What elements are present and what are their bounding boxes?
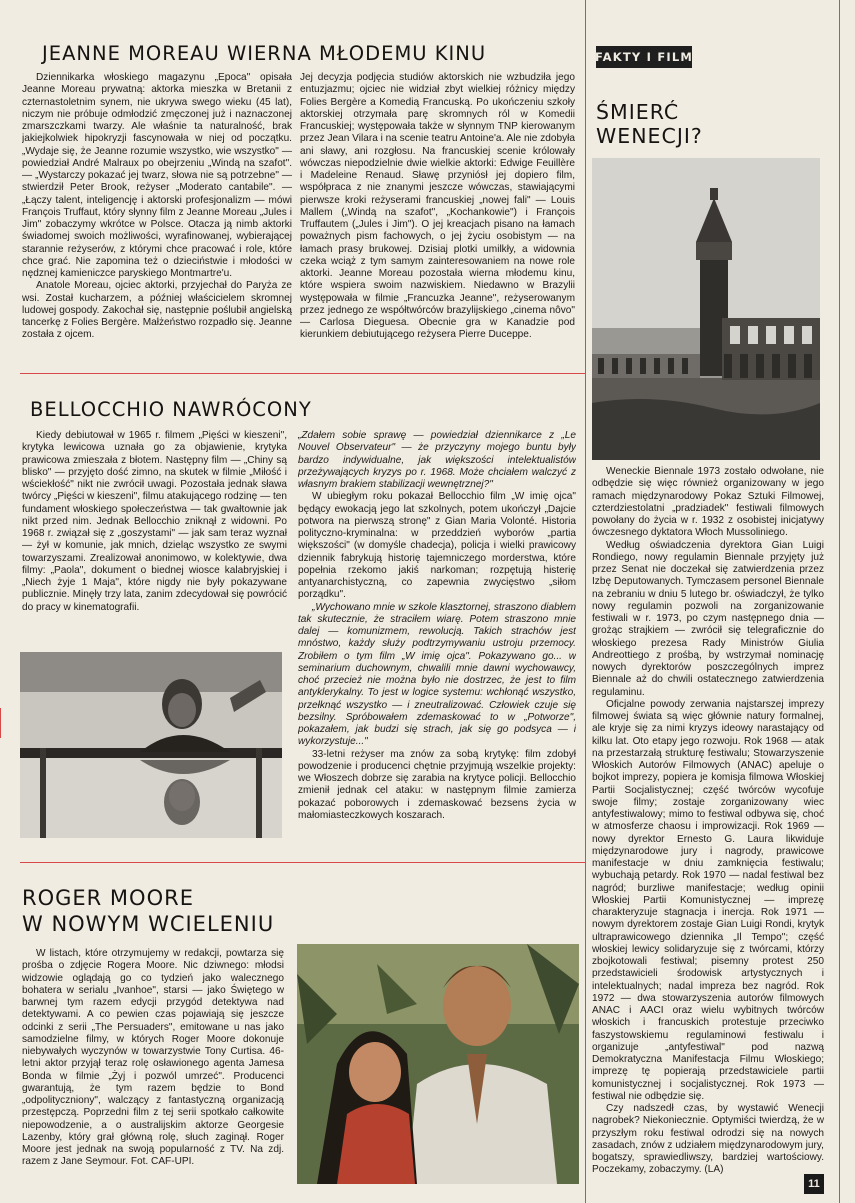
right-column-rule [585,0,586,1203]
bellocchio-paragraph: Kiedy debiutował w 1965 r. filmem „Pięści w kieszeni", krytyka lewicowa uznała go za objawienie, krytyka prawicowa zmieszała z błotem. Następny film — „Chiny są blisko" — przyjęto dość zimno, na skutek w filmie „Miłość i wściekłość" nikt nie zwrócił uwagi. Pozostała jednak sława twórcy „Pięści w kieszeni", filmu atakującego rodzinę — ten fundament włoskiego społeczeństwa — tak gwałtownie jak nikt przed nim. Jednak Bellocchio zniknął z widowni. Po 1968 r. związał się z „goszystami" — jak sam teraz wyznał — żył w komunie, jak mnich, dzieląc wszystko ze swymi towarzyszami. Zrealizował anonimowo, w kolektywie, dwa filmy: „Paola", dokument o biednej wiosce kalabryjskiej i „Niech żyje 1 Maja", które nigdy nie były pokazywane publicznie. Minęły trzy lata, zanim zdecydował się powrócić do pracy w kinematografii. [22,430,287,613]
bellocchio-headline: BELLOCCHIO NAWRÓCONY [30,398,312,421]
bellocchio-column-2 [298,430,576,855]
venice-photo [592,158,820,460]
moreau-headline: JEANNE MOREAU WIERNA MŁODEMU KINU [42,42,487,65]
venice-photo-image [592,158,820,460]
wenecja-paragraph: Czy nadszedł czas, by wystawić Wenecji nagrobek? Niekoniecznie. Optymiści twierdzą, że w przyszłym roku festiwal odrodzi się na nowych zasadach, znów z udziałem międzynarodowym jury, bogatszy, sprawiedliwszy, bardziej wartościowy. Poczekamy, zobaczymy. (LA) [592,1103,824,1176]
moreau-column-1 [22,72,292,364]
moreau-paragraph: Dziennikarka włoskiego magazynu „Epoca" opisała Jeanne Moreau prywatną: aktorka mieszka w Bretanii z czternastoletnim synem, nie ukrywa swego wieku (45 lat), niczym nie próbuje odmłodzić zmęczonej już i naznaczonej zmarszczkami twarzy. Ale właśnie ta naturalność, brak jakiejkolwiek hipokryzji fascynowała w niej od początku. „Wydaje się, że Jeanne rozumie wszystko, wie wszystko" — powiedział André Malraux po obejrzeniu „Windą na szafot". — „Wystarczy pokazać jej twarz, słowa nie są potrzebne" — stwierdził Peter Brook, reżyser „Moderato cantabile". — „Łączy talent, inteligencję i aktorski profesjonalizm — mówi François Truffaut, który słynny film z Jeanne Moreau „Jules i Jim" zobaczymy wkrótce w Polsce. Otacza ją nimb aktorki świadomej swoich możliwości, wyrafinowanej, wybierającej starannie reżyserów, z którymi chce pracować i role, które chce grać. Nie zapomina też o dzieciństwie i młodości w nędznej kamieniczce paryskiego Montmartre'u. [22,72,292,279]
bellocchio-paragraph: W ubiegłym roku pokazał Bellocchio film „W imię ojca" będący ewokacją jego lat szkolnych, potem ukończył „Dajcie potwora na pierwszą stronę" z Gian Maria Volonté. Historia polityczno-kryminalna: w przeddzień wyborów „partia większości" (w domyśle chadecja), policja i wielki prawicowy dziennik fabrykują historię tajemniczego morderstwa, które popełnia rzekomo jakiś narkoman; rozpętują histerię antyanarchistyczną, co zapewnia zwycięstwo „siłom porządku". [298,491,576,601]
wenecja-paragraph: Według oświadczenia dyrektora Gian Luigi Rondiego, nowy regulamin Biennale przyjęty już przez Senat nie doczekał się zatwierdzenia przez Izbę Deputowanych. Tymczasem personel Biennale na zebraniu w dniu 5 lutego br. oświadczył, że tylko nowy regulamin pozwoli na zorganizowanie festiwali w r. 1973, po czym następnego dnia — grożąc strajkiem — zwrócił się telegraficznie do włoskiego prezesa Rady Ministrów Giulia Andreottiego z prośbą, by wstrzymał nominację nowych dyrektorów poszczególnych imprez Biennale aż do chwili ostatecznego zatwierdzenia regulaminu. [592,539,824,698]
bellocchio-photo [20,652,282,838]
bellocchio-photo-image [20,652,282,838]
section-rule-bottom [20,862,585,863]
moore-photo [297,944,579,1184]
bellocchio-column-1 [22,430,287,644]
rubric-badge [596,46,692,68]
moreau-column-2 [300,72,575,364]
moreau-paragraph: Anatole Moreau, ojciec aktorki, przyjechał do Paryża ze wsi. Został kucharzem, a później właścicielem skromnej ludowej gospody. Zakochał się, następnie poślubił angielską tancerkę z Folies Bergère. Małżeństwo rozpadło się. Jeanne została z ojcem. [22,280,292,341]
moore-headline-line-2: W NOWYM WCIELENIU [22,912,275,936]
bellocchio-quote: „Zdałem sobie sprawę — powiedział dziennikarce z „Le Nouvel Observateur" — że przyczyny mojego buntu były bardzo indywidualne, jak większości intelektualistów przeżywających kryzys po r. 1968. Może chciałem walczyć z własnym brakiem stabilizacji wewnętrznej?" [298,430,576,490]
wenecja-headline-line-1: ŚMIERĆ [596,100,680,124]
wenecja-paragraph: Oficjalne powody zerwania najstarszej imprezy filmowej świata są więc głównie natury formalnej, ale kryje się za nimi kryzys ideowy narastający od kilku lat. Oto etapy jego rozwoju. Rok 1968 — atak na przestarzałą strukturę festiwalu; Stowarzyszenie Włoskich Autorów Filmowych (ANAC) apeluje o bojkot imprezy, popiera je komisja filmowa Włoskiej Partii Socjalistycznej; część twórców wycofuje swoje filmy; zostaje zorganizowany wiec antyfestiwalowy; mimo to festiwal odbywa się, choć w atmosferze chaosu i improwizacji. Rok 1969 — nowy dyrektor Ernesto G. Laura likwiduje międzynarodowe jury i nagrody, prawicowe manifestacje w dniu zamknięcia festiwalu; wybuchają petardy. Rok 1970 — nadal festiwal bez nagród; burzliwe manifestacje; według opinii Włoskiej Partii Komunistycznej — imprezę charakteryzuje stagnacja i inercja. Rok 1971 — nowym dyrektorem zostaje Gian Luigi Rondi, krytyk ultraprawicowego dziennika „Il Tempo"; część włoskiej lewicy solidaryzuje się z twórcami, którzy zbojkotowali festiwal; pisemny protest 250 przedstawicieli środowisk artystycznych i intelektualnych; nadal impreza bez nagród. Rok 1972 — dwa stowarzyszenia autorów filmowych ANAC i AACI oraz wielu wybitnych twórców włoskich i francuskich protestuje przeciwko faszystowskiemu regulaminowi festiwalu i organizuje „antyfestiwal" pod nazwą Demokratyczna Manifestacja Filmu Włoskiego; imprezę tę popierają przedstawiciele partii komunistycznej i socjalistycznej. Rok 1973 — festiwal nie odbędzie się. [592,698,824,1102]
page-number: 11 [808,1178,820,1190]
bellocchio-quote: „Wychowano mnie w szkole klasztornej, straszono diabłem tak skutecznie, że straciłem wiarę. Potem straszono mnie dalej — komunizmem, rewolucją. Takich strachów jest mnóstwo, każdy służy podtrzymywaniu ustroju przemocy. Zrobiłem o tym film „W imię ojca". Pokazywano go... w seminarium duchownym, chwalili mnie dawni wychowawcy, choć przecież nie można było nie dostrzec, że jest to film antyklerykalny. To jest w logice systemu: wchłonąć wszystko, przełknąć wszystko — i zneutralizować. Człowiek czuje się bezsilny. Spróbowałem zdemaskować to w „Potworze", pokazałem, jak budzi się strach, jak się go podsyca — i wykorzystuje..." [298,601,576,748]
wenecja-column [592,466,824,1186]
moore-paragraph: W listach, które otrzymujemy w redakcji, powtarza się prośba o zdjęcie Rogera Moore. Nic dziwnego: młodsi widzowie oglądają go co tydzień jako walecznego bohatera w serialu „Ivanhoe", starsi — jako Świętego w barwnej tym razem edycji przygód detektywa nad detektywami. A co pewien czas pojawiają się jeszcze odcinki z serii „The Persuaders", emitowane u nas jako samodzielne filmy, w których Roger Moore dokonuje niebywałych wyczynów w towarzystwie Tony Curtisa. 46-letni aktor przyjął teraz rolę osławionego agenta Jamesa Bonda w filmie „Żyj i pozwól umrzeć". Producenci gwarantują, że tym razem będzie to Bond „odpolityczniony", walczący z fantastyczną organizacją przestępczą. Poprzedni film z tej serii spotkało całkowite niepowodzenie, a o australijskim aktorze Georgesie Lazenby, który grał główną rolę, słuch zaginął. Roger Moore jest jednak na swoją popularność z TV. Na zdj. razem z Jane Seymour. Fot. CAF-UPI. [22,948,284,1168]
moore-headline-line-1: ROGER MOORE [22,886,194,910]
moore-column [22,948,284,1173]
wenecja-paragraph: Weneckie Biennale 1973 zostało odwołane, nie odbędzie się więc również organizowany w jego ramach międzynarodowy Pokaz Sztuki Filmowej, czterdziestolatni „pradziadek" festiwali filmowych powołany do życia w r. 1932 z osobistej inicjatywy ówczesnego dyktatora Włoch Mussoliniego. [592,466,824,539]
wenecja-headline-line-2: WENECJI? [596,124,703,148]
right-edge-rule [839,0,840,1203]
moreau-paragraph: Jej decyzja podjęcia studiów aktorskich nie wzbudziła jego entuzjazmu; ojciec nie widział zbyt wielkiej różnicy między Folies Bergère a Komedią Francuską. Po ukończeniu szkoły aktorskiej otrzymała parę skromnych ról w Komedii Francuskiej; występowała także w słynnym TNP kierowanym przez Jean Vilara i na scenie teatru Antoine'a. Ale nie zdobyła ani sławy, ani rozgłosu. Na francuskiej scenie królowały wówczas niepodzielnie dwie wielkie aktorki: Edwige Feuillère i Madeleine Renaud. Sławę przyniósł jej dopiero film, współpraca z nie znanymi jeszcze wówczas, stawiającymi pierwsze kroki reżyserami francuskiej „nowej fali" — Louis Mallem („Windą na szafot", „Kochankowie") i François Truffautem („Jules i Jim"). O jej kreacjach pisano na łamach poważnych pism fachowych, o jej życiu osobistym — na łamach prasy brukowej. Dzisiaj plotki umilkły, a widownia czeka wciąż z tym samym zainteresowaniem na nowe role aktorki. Jeanne Moreau pozostała wierna młodemu kinu, które wspiera swoim nazwiskiem. Niedawno w Brazylii występowała w filmie „Francuzka Jeanne", reżyserowanym przez jednego ze współtwórców brazylijskiego „cinema nôvo" — Carlosa Dieguesa. Obecnie gra w Kanadzie pod kierunkiem debiutującego reżysera Pierre Duceppe. [300,72,575,341]
rubric-label: FAKTY I FILM [594,50,694,64]
moore-photo-image [297,944,579,1184]
bellocchio-paragraph: 33-letni reżyser ma znów za sobą krytykę: film zdobył powodzenie i producenci chętnie przyjmują wszelkie projekty: we Włoszech dobrze się zarabia na krytyce policji. Bellocchio zmienił jednak cel ataku: w następnym filmie zamierza pokazać poborowych i zdemaskować bezsens życia w małomiasteczkowych koszarach. [298,748,576,821]
left-edge-tick [0,708,1,738]
page-number-badge [804,1174,824,1194]
section-rule-top [20,373,585,374]
